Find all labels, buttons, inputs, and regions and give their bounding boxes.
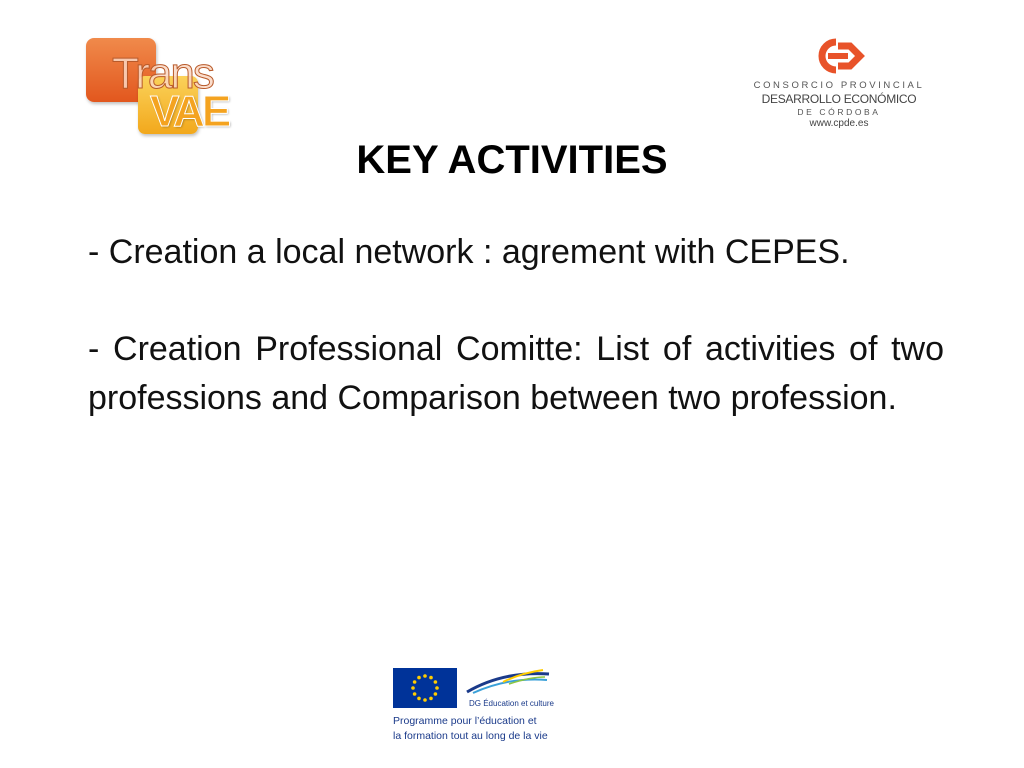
eu-programme-logo — [393, 668, 593, 748]
cpde-website: www.cpde.es — [809, 118, 869, 129]
logo-word-trans: Trans — [112, 49, 213, 98]
lifelong-learning-swoosh-icon — [463, 668, 553, 698]
slide-title: KEY ACTIVITIES — [356, 138, 668, 182]
activity-paragraph-committee: - Creation Professional Comitte: List of activities of two professions and Comparison between two profession. — [88, 330, 944, 417]
cpde-line-cordoba: DE CÓRDOBA — [797, 107, 881, 117]
slide-body — [88, 228, 944, 422]
logo-word-vae: VAE — [150, 87, 229, 136]
programme-text-line2: la formation tout au long de la vie — [393, 730, 548, 742]
cpde-line-consorcio: CONSORCIO PROVINCIAL — [753, 80, 925, 91]
dg-education-label: DG Éducation et culture — [469, 699, 554, 708]
activity-paragraph-network: - Creation a local network : agrement with CEPES. — [88, 233, 850, 271]
cpde-logo — [748, 36, 930, 136]
eu-flag-icon — [393, 668, 457, 708]
programme-text-line1: Programme pour l’éducation et — [393, 715, 537, 727]
transvae-logo — [86, 38, 252, 138]
cpde-arrow-icon — [812, 36, 866, 76]
cpde-line-desarrollo: DESARROLLO ECONÓMICO — [761, 92, 917, 106]
